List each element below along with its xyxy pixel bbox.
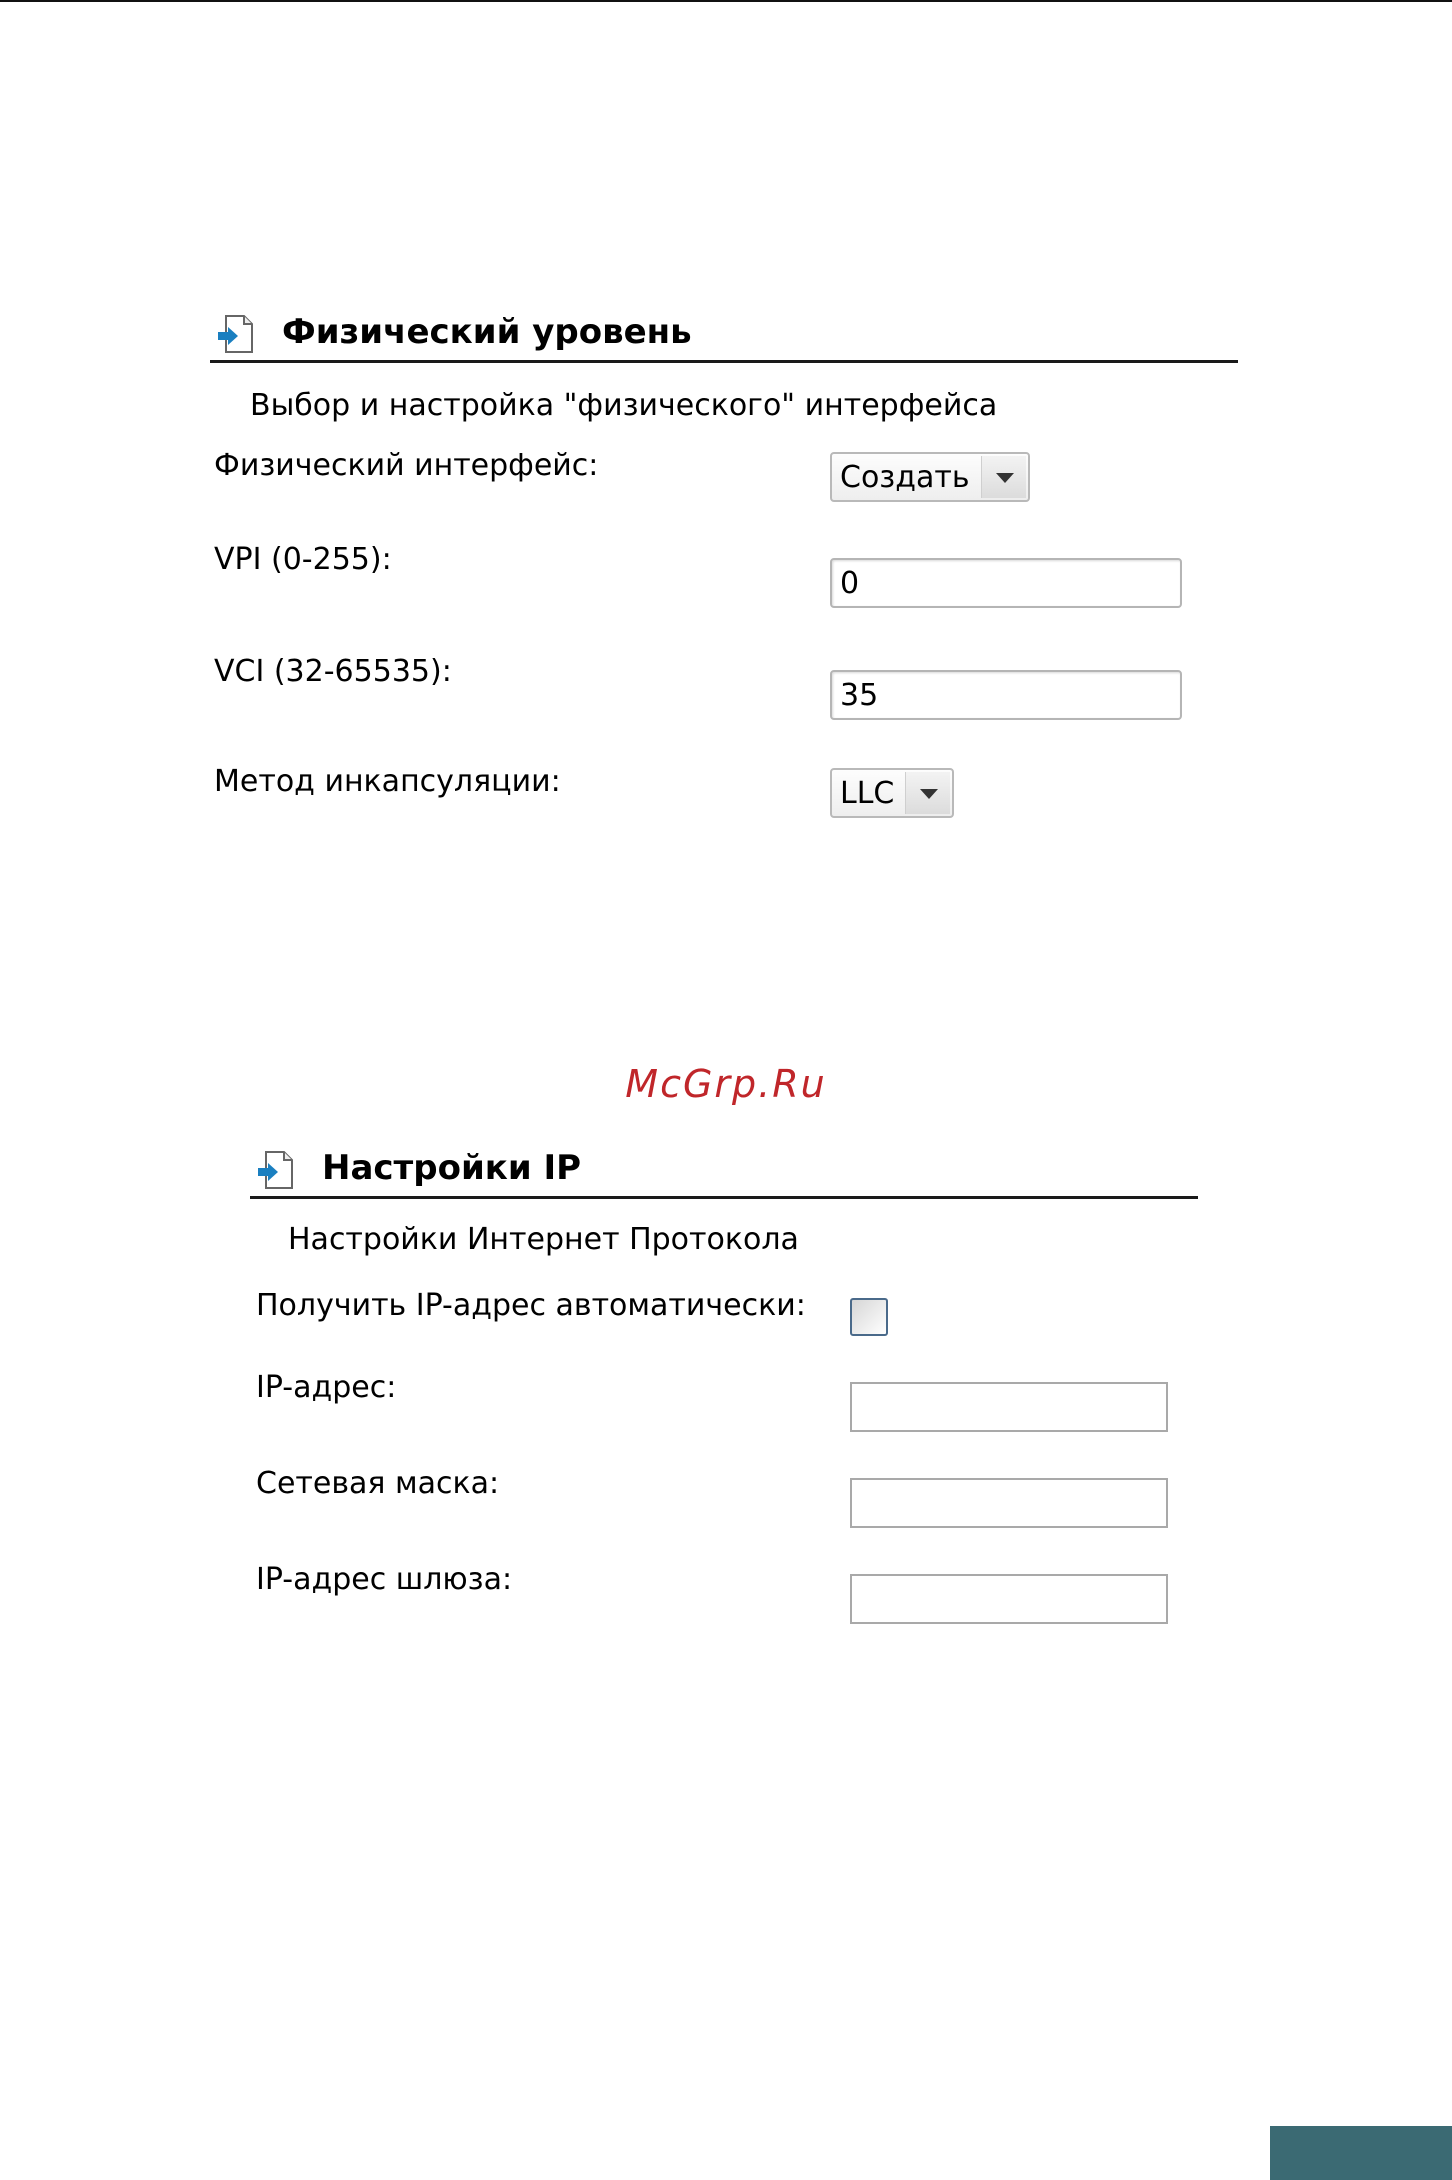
gateway-label: IP-адрес шлюза: [256,1562,513,1597]
vpi-label: VPI (0-255): [214,542,392,577]
physical-section-title: Физический уровень [282,312,692,352]
interface-label: Физический интерфейс: [214,448,599,483]
netmask-input[interactable] [850,1478,1168,1528]
chevron-down-icon[interactable] [905,772,950,814]
vci-input-value: 35 [840,678,879,713]
auto-ip-checkbox[interactable] [850,1298,888,1336]
encapsulation-select[interactable] [830,768,954,818]
ip-address-input[interactable] [850,1382,1168,1432]
gateway-input[interactable] [850,1574,1168,1624]
netmask-label: Сетевая маска: [256,1466,500,1501]
page-tab [1270,2126,1452,2180]
ip-section-title: Настройки IP [322,1148,582,1188]
encapsulation-label: Метод инкапсуляции: [214,764,561,799]
interface-select[interactable] [830,452,1030,502]
watermark: McGrp.Ru [625,1062,827,1106]
vci-input[interactable] [830,670,1182,720]
top-rule [0,0,1452,2]
vci-label: VCI (32-65535): [214,654,452,689]
chevron-down-icon[interactable] [981,456,1026,498]
auto-ip-label: Получить IP-адрес автоматически: [256,1288,806,1323]
physical-section [210,310,1240,850]
document-arrow-icon [216,314,254,354]
ip-section [250,1146,1200,1646]
vpi-input[interactable] [830,558,1182,608]
ip-address-label: IP-адрес: [256,1370,397,1405]
physical-section-subtitle: Выбор и настройка "физического" интерфейса [250,388,998,423]
vpi-input-value: 0 [840,566,860,601]
ip-section-subtitle: Настройки Интернет Протокола [288,1222,799,1257]
ip-section-header [250,1146,1198,1199]
document-arrow-icon [256,1150,294,1190]
interface-select-value: Создать [840,460,970,495]
encapsulation-select-value: LLC [840,776,895,811]
physical-section-header [210,310,1238,363]
